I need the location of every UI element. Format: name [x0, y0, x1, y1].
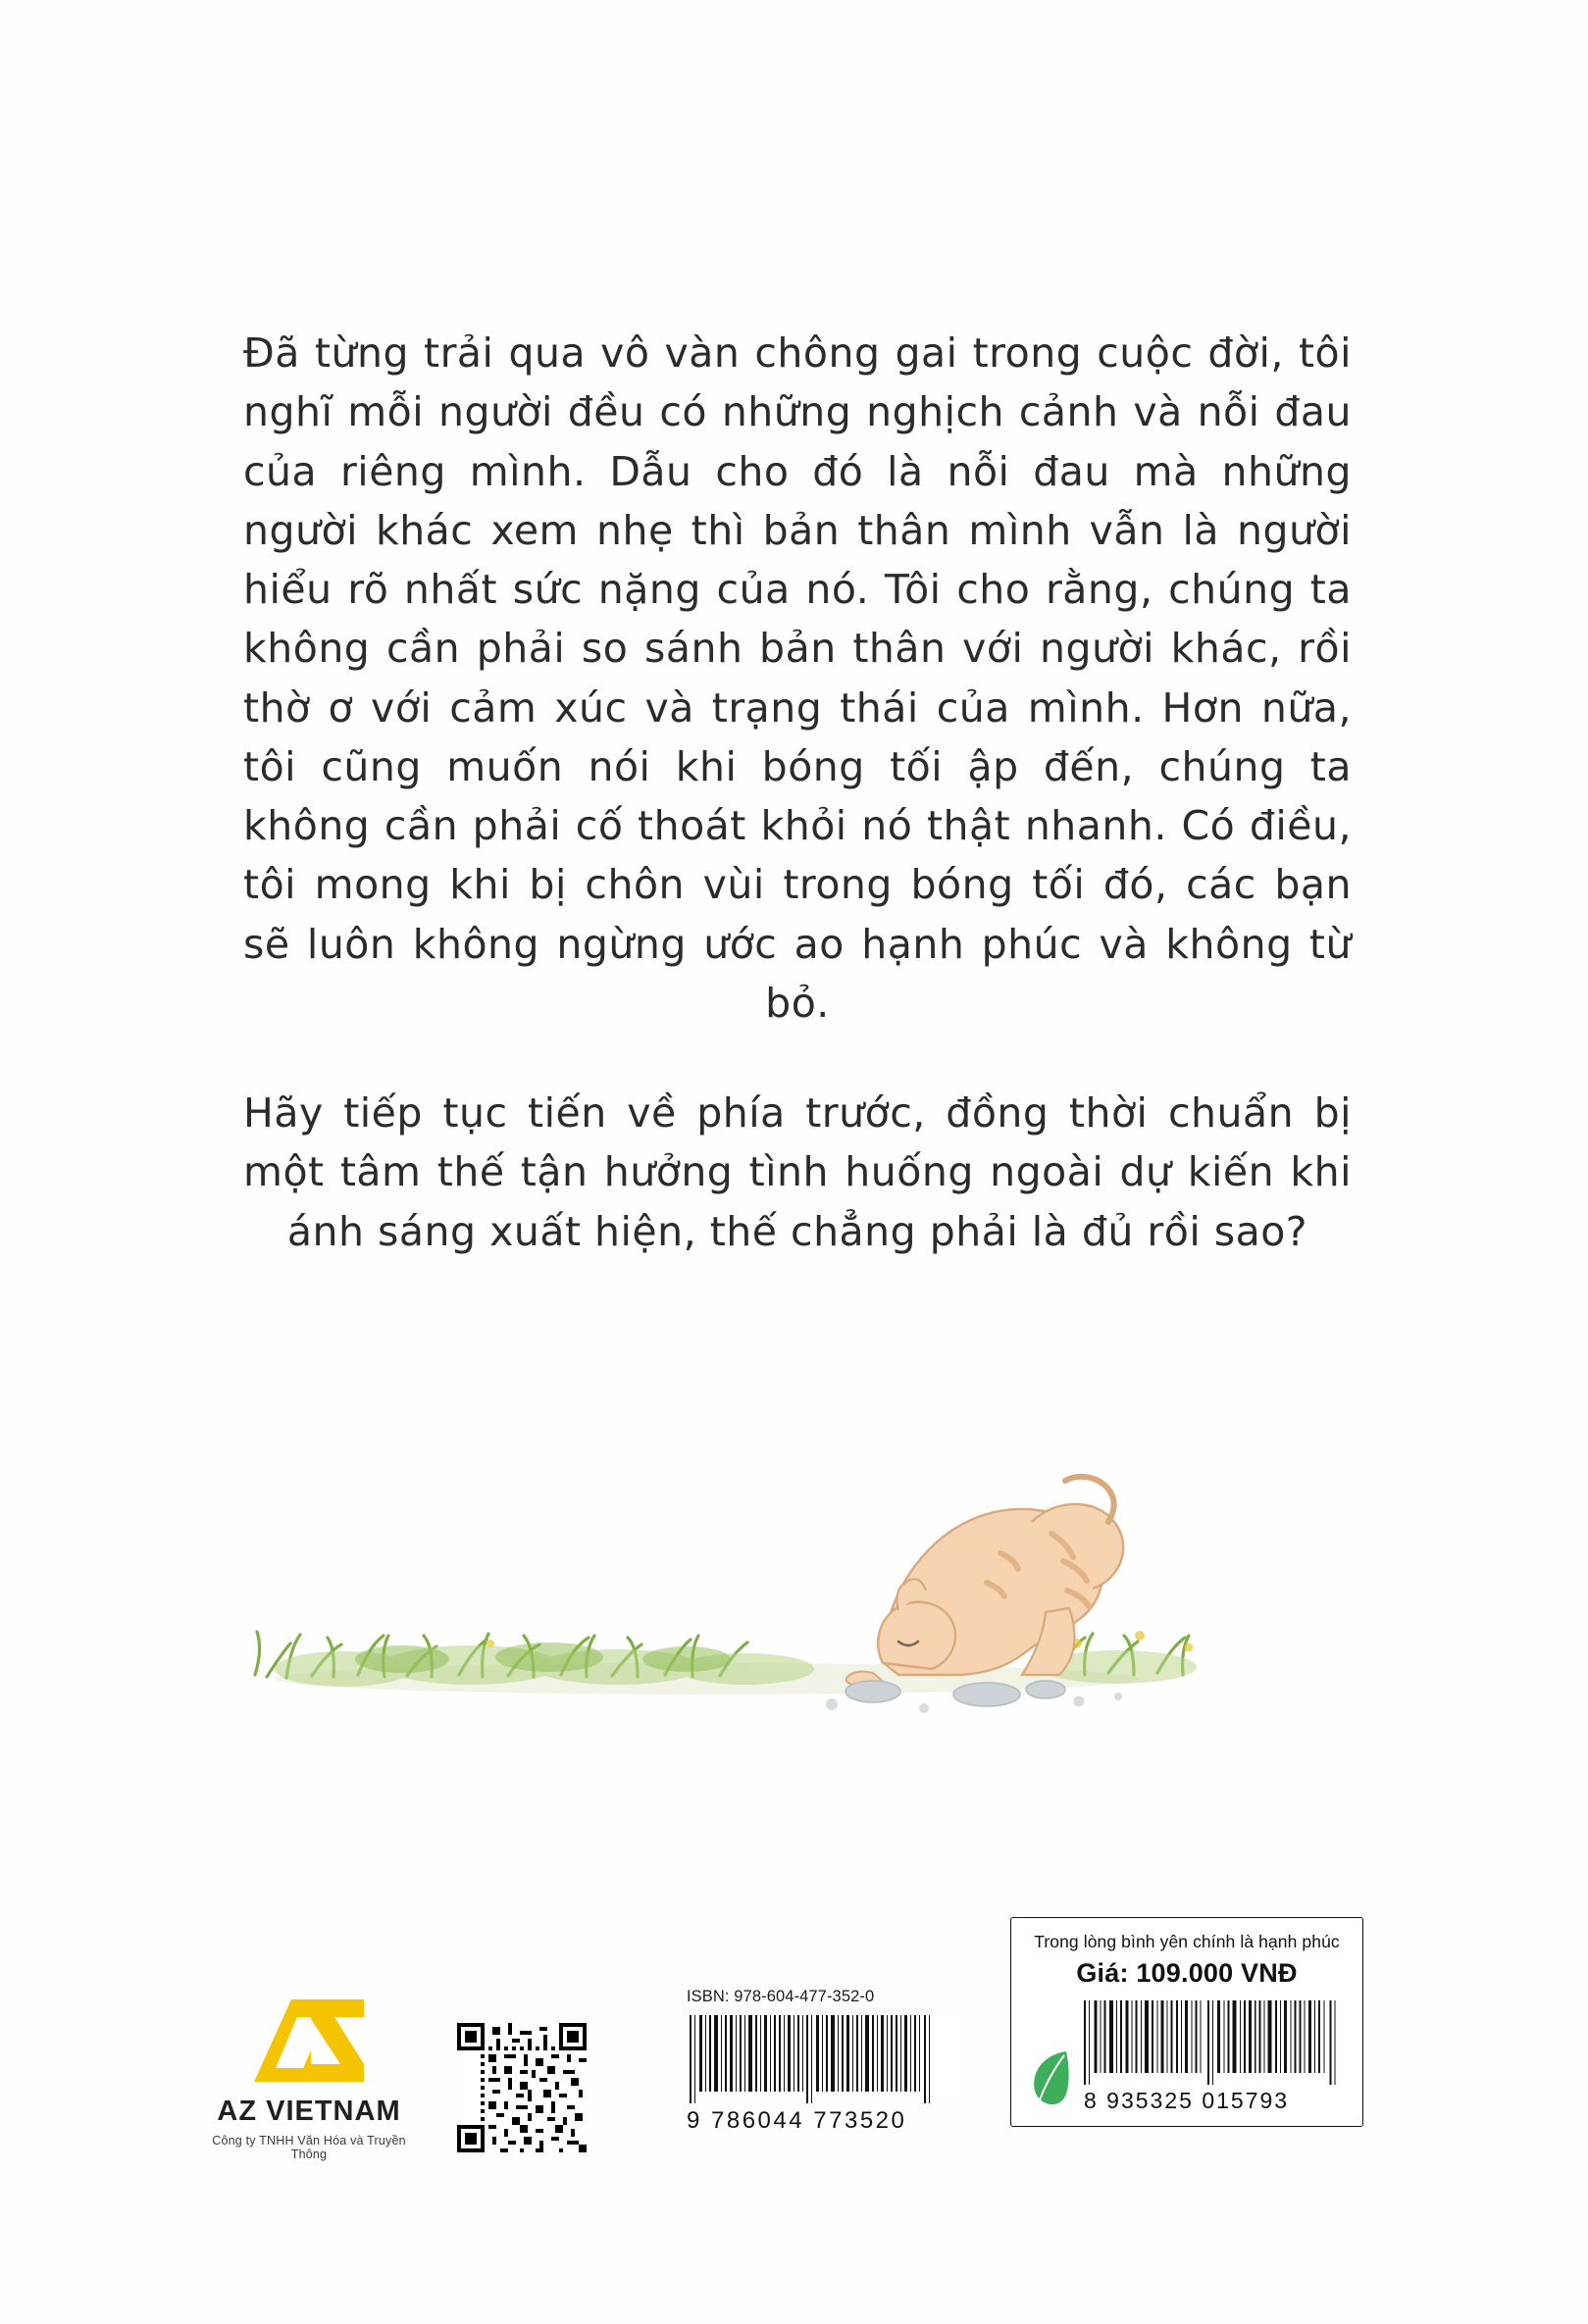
cover-footer [0, 1917, 1588, 2250]
leaf-icon [1027, 2046, 1072, 2114]
publisher-name: AZ VIETNAM [217, 2096, 401, 2127]
blurb-text [243, 324, 1352, 1261]
blurb-paragraph-1: Đã từng trải qua vô vàn chông gai trong cuộc đời, tôi nghĩ mỗi người đều có những nghịch cảnh và nỗi đau của riêng mình. Dẫu cho đó là nỗi đau mà những người khác xem nhẹ thì bản thân mình vẫn là người hiểu rõ nhất sức nặng của nó. Tôi cho rằng, chúng ta không cần phải so sánh bản thân với người khác, rồi thờ ơ với cảm xúc và trạng thái của mình. Hơn nữa, tôi cũng muốn nói khi bóng tối ập đến, chúng ta không cần phải cố thoát khỏi nó thật nhanh. Có điều, tôi mong khi bị chôn vùi trong bóng tối đó, các bạn sẽ luôn không ngừng ước ao hạnh phúc và không từ bỏ. [243, 329, 1352, 1027]
price-value: Giá: 109.000 VNĐ [1076, 1958, 1298, 1988]
publisher-block [196, 1996, 422, 2161]
cat-illustration [196, 1451, 1393, 1775]
qr-code[interactable] [457, 2023, 587, 2152]
isbn-label: ISBN: 978-604-477-352-0 [687, 1988, 875, 2005]
az-vietnam-logo-icon [250, 1996, 368, 2086]
isbn-barcode-digits: 9 786044 773520 [687, 2107, 907, 2134]
ean-barcode [1082, 2000, 1347, 2085]
blurb-paragraph-2: Hãy tiếp tục tiến về phía trước, đồng thời chuẩn bị một tâm thế tận hưởng tình huống ngoài dự kiến khi ánh sáng xuất hiện, thế chẳng phải là đủ rồi sao? [243, 1089, 1352, 1255]
isbn-barcode [687, 2015, 961, 2103]
publisher-subtitle: Công ty TNHH Văn Hóa và Truyền Thông [212, 2134, 406, 2161]
isbn-block [687, 1988, 961, 2135]
ean-digits: 8 935325 015793 [1084, 2088, 1290, 2113]
price-box [1010, 1917, 1363, 2127]
price-tagline: Trong lòng bình yên chính là hạnh phúc [1034, 1932, 1340, 1951]
